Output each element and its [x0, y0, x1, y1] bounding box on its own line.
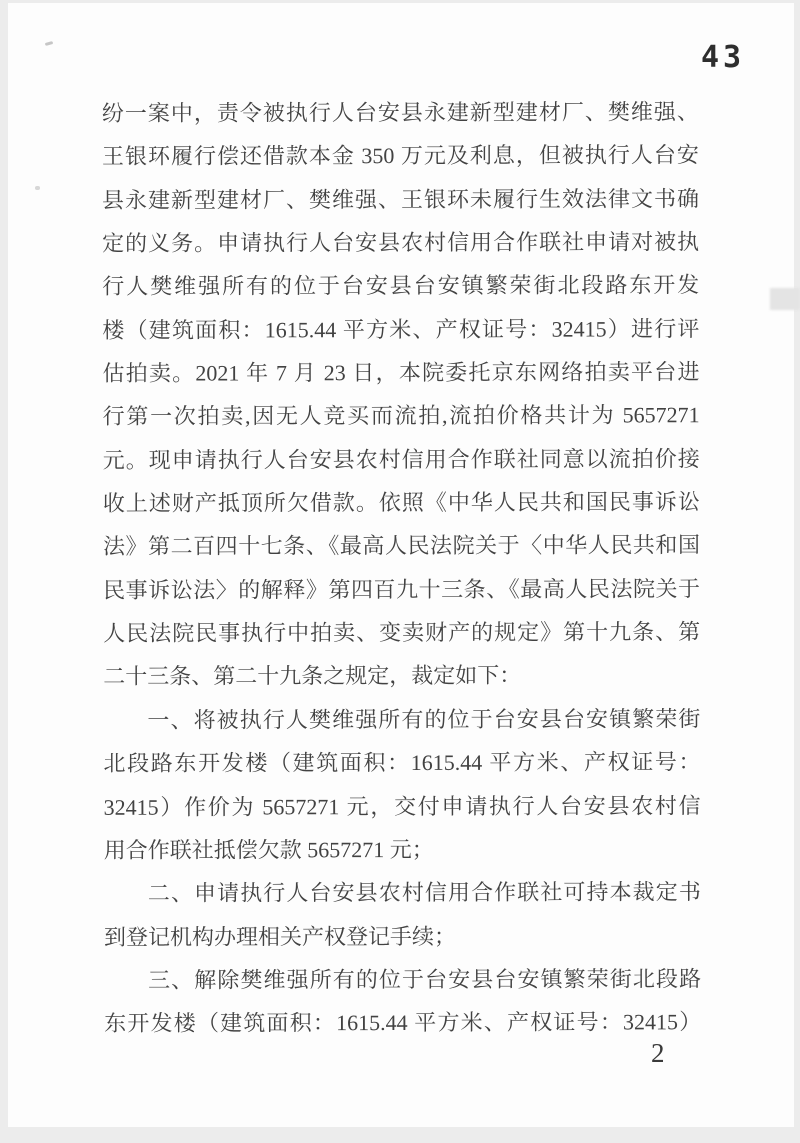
scan-speck [35, 186, 40, 190]
text-line: 纷一案中，责令被执行人台安县永建新型建材厂、樊维强、 [101, 99, 699, 126]
text-line: 元。现申请执行人台安县农村信用合作联社同意以流拍价接 [102, 445, 700, 473]
text-line: 到登记机构办理相关产权登记手续； [103, 923, 457, 950]
text-line: 县永建新型建材厂、樊维强、王银环未履行生效法律文书确 [102, 185, 700, 213]
text-line: 北段路东开发楼（建筑面积：1615.44 平方米、产权证号： [103, 749, 701, 776]
document-text [102, 90, 701, 1045]
text-line: 楼（建筑面积：1615.44 平方米、产权证号：32415）进行评 [102, 315, 700, 343]
text-line: 收上述财产抵顶所欠借款。依照《中华人民共和国民事诉讼 [102, 489, 700, 516]
text-line-item-3: 三、解除樊维强所有的位于台安县台安镇繁荣街北段路 [148, 966, 702, 993]
page-number: 2 [651, 1038, 665, 1068]
text-line: 法》第二百四十七条、《最高人民法院关于〈中华人民共和国 [102, 532, 700, 560]
text-line: 估拍卖。2021 年 7 月 23 日，本院委托京东网络拍卖平台进 [102, 359, 700, 386]
text-line: 定的义务。申请执行人台安县农村信用合作联社申请对被执 [102, 229, 700, 256]
text-line: 行人樊维强所有的位于台安县台安镇繁荣街北段路东开发 [102, 272, 700, 300]
text-line: 二十三条、第二十九条之规定，裁定如下： [103, 663, 522, 690]
text-line: 32415）作价为 5657271 元，交付申请执行人台安县农村信 [103, 792, 701, 820]
text-line-item-1: 一、将被执行人樊维强所有的位于台安县台安镇繁荣街 [147, 706, 701, 733]
text-line: 用合作联社抵偿欠款 5657271 元； [103, 836, 434, 863]
text-line: 王银环履行偿还借款本金 350 万元及利息，但被执行人台安 [101, 142, 699, 170]
text-line: 行第一次拍卖,因无人竞买而流拍,流拍价格共计为 5657271 [102, 402, 700, 430]
text-line: 人民法院民事执行中拍卖、变卖财产的规定》第十九条、第 [103, 619, 701, 646]
text-line-item-2: 二、申请执行人台安县农村信用合作联社可持本裁定书 [147, 879, 701, 906]
text-line: 东开发楼（建筑面积：1615.44 平方米、产权证号：32415） [104, 1009, 702, 1036]
text-line: 民事诉讼法〉的解释》第四百九十三条、《最高人民法院关于 [103, 575, 701, 603]
archive-page-stamp: 43 [701, 40, 746, 75]
scan-smudge [770, 288, 800, 310]
